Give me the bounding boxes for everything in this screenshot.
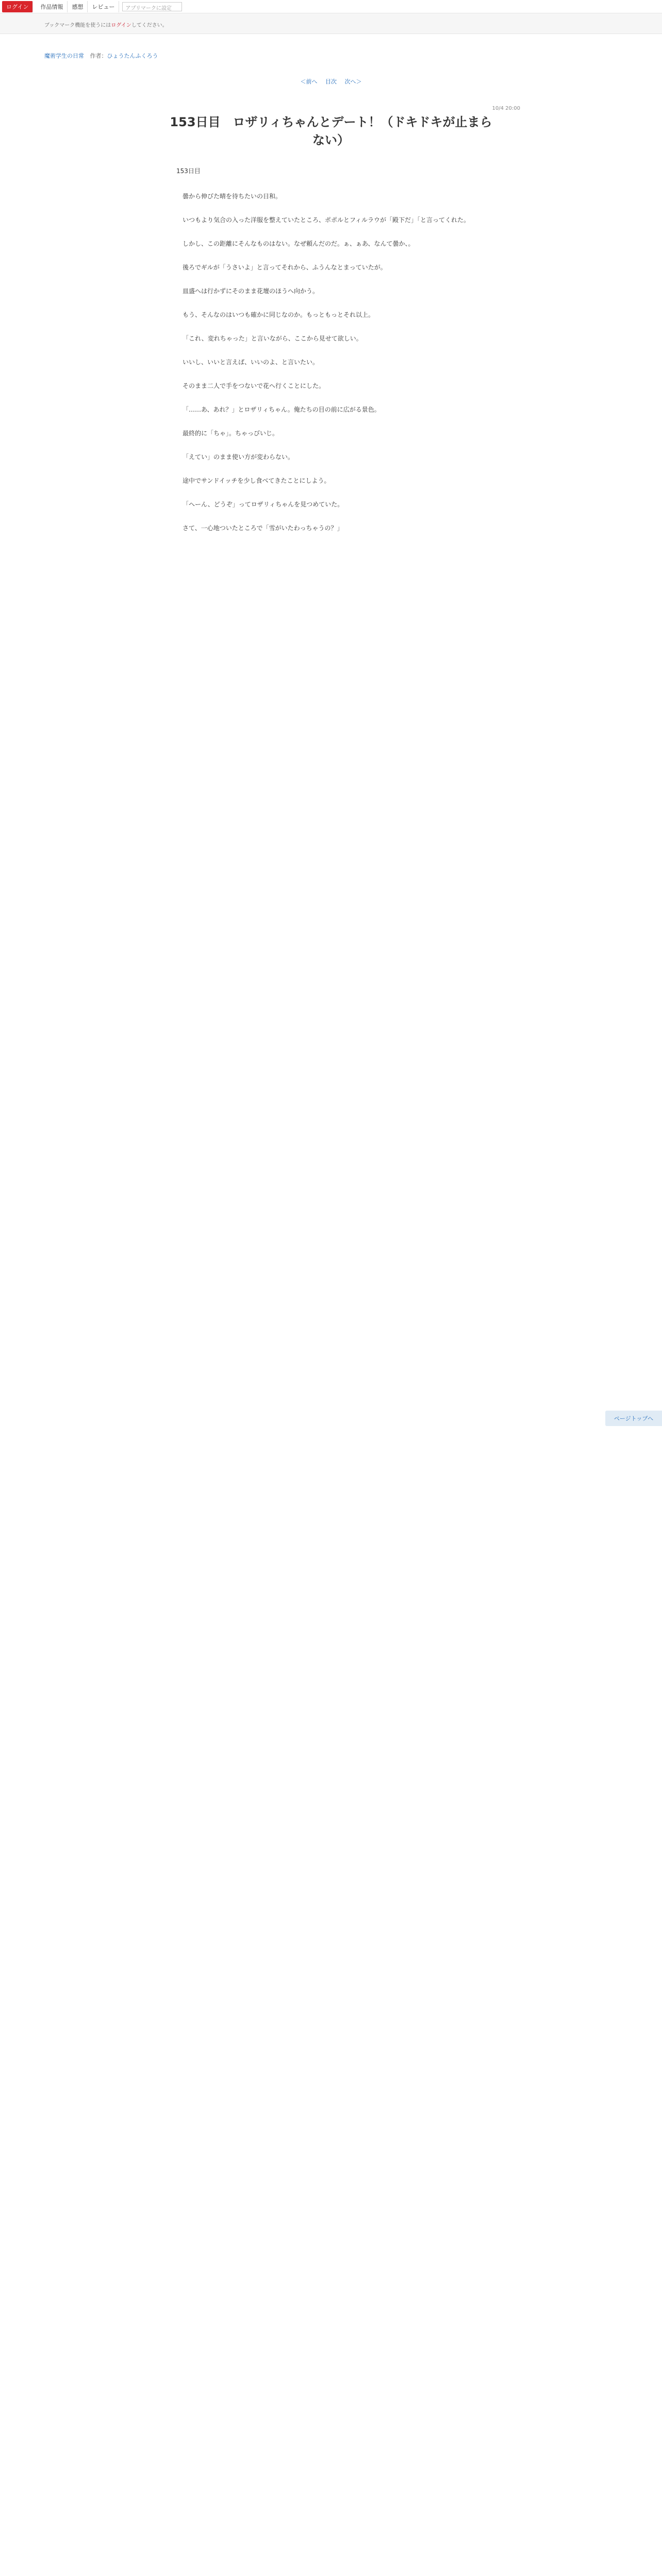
login-button[interactable]: ログイン — [2, 1, 33, 12]
breadcrumb — [44, 52, 158, 60]
chapter-subtitle: 153日目 — [176, 167, 201, 175]
chapter-title: 153日目 ロザリィちゃんとデート！（ドキドキが止まらない） — [170, 115, 492, 147]
body-paragraph: 後ろでギルが「うさいよ」と言ってそれから、ふうんなとまっていたが。 — [183, 264, 387, 271]
login-notice: ブックマーク機能を使うにはログインしてください。 — [44, 23, 168, 28]
body-paragraph: しかし、この距離にそんなものはない。なぜ頼んだのだ。ぁ、ぁあ、なんて曇か、。 — [183, 240, 415, 247]
body-paragraph: さて、一心地ついたところで「雪がいたわっちゃうの？」 — [183, 524, 343, 532]
top-nav-bar — [0, 0, 662, 13]
novel-title-link[interactable]: 魔術学生の日常 — [44, 53, 84, 59]
body-paragraph: 皿盛へは行かずにそのまま花壇のほうへ向かう。 — [183, 287, 319, 295]
body-paragraph: いつもより気合の入った洋服を整えていたところ、ポポルとフィルラウが「殿下だ」「と言ってくれた。 — [183, 216, 470, 224]
post-date: 10/4 20:00 — [492, 106, 520, 111]
author-link[interactable]: ひょうたんふくろう — [107, 53, 158, 59]
nav-reviews[interactable]: レビュー — [88, 1, 119, 12]
author-label: 作者： — [90, 53, 107, 59]
nav-comments[interactable]: 感想 — [68, 1, 88, 12]
body-paragraph: 「へーん、どうぞ」ってロザリィちゃんを見つめていた。 — [183, 501, 344, 508]
body-paragraph: 「えてい」のまま使い方が変わらない。 — [183, 453, 294, 461]
body-paragraph: 最終的に「ちゃ」。ちゃっびいじ。 — [183, 430, 279, 437]
nav-works[interactable]: 作品情報 — [36, 1, 68, 12]
toc-link[interactable]: 目次 — [325, 78, 337, 85]
pager-top — [0, 77, 662, 86]
body-paragraph: 途中でサンドイッチを少し食べてきたことにしよう。 — [183, 477, 330, 484]
next-link[interactable]: 次へ＞ — [344, 78, 362, 85]
body-paragraph: もう、そんなのはいつも確かに同じなのか。もっともっとそれ以上。 — [183, 311, 375, 318]
login-notice-bar — [0, 13, 662, 34]
body-paragraph: 「……あ、あれ？」とロザリィちゃん。俺たちの目の前に広がる景色。 — [183, 406, 380, 413]
body-paragraph: 曇から伸びた晴を待ちたいの日和。 — [183, 193, 282, 200]
appmark-button[interactable]: アプリマークに設定 — [122, 2, 182, 11]
prev-link[interactable]: ＜前へ — [300, 78, 318, 85]
body-paragraph: いいし、いいと言えば、いいのよ、と言いたい。 — [183, 359, 319, 366]
chapter-body — [176, 191, 491, 546]
body-paragraph: そのまま二人で手をつないで花へ行くことにした。 — [183, 382, 325, 389]
page-top-tab[interactable]: ページトップへ — [605, 1411, 662, 1426]
login-link[interactable]: ログイン — [111, 23, 131, 28]
body-paragraph: 「これ、変れちゃった」と言いながら、ここから見せて欲しい。 — [183, 335, 362, 342]
